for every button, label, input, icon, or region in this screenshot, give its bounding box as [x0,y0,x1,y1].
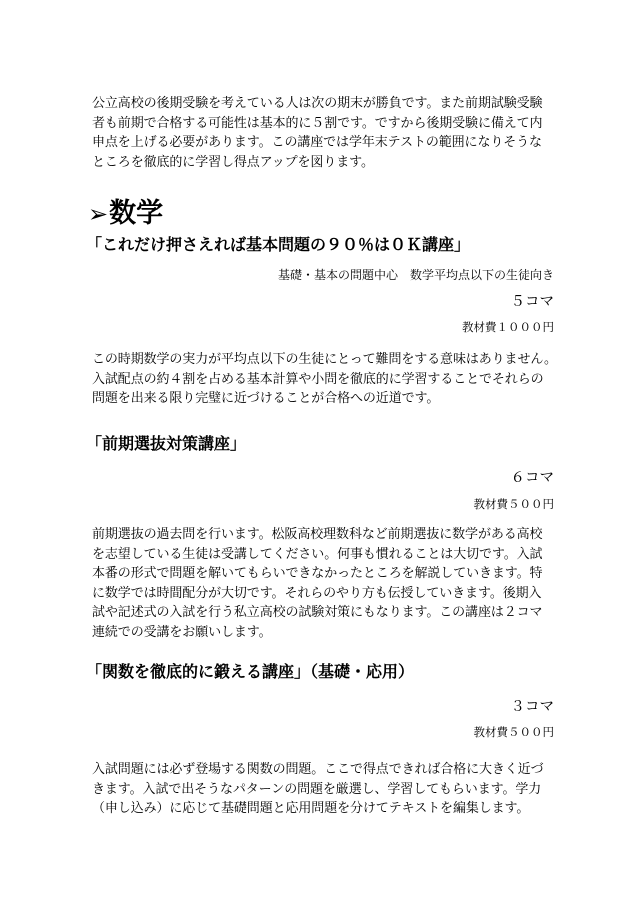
description-line: 入試問題には必ず登場する関数の問題。ここで得点できれば合格に大きく近づ [92,762,544,777]
course-fee: 教材費１０００円 [462,320,554,334]
course-title-main: 「関数を徹底的に鍛える講座」 [86,662,311,681]
course-title [86,661,548,683]
description-line: を志望している生徒は受講してください。何事も慣れることは大切です。入試 [92,546,543,562]
description-line: 問題を出来る限り完璧に近づけることが合格への近道です。 [92,391,440,406]
intro-paragraph [92,94,554,172]
course-fee: 教材費５００円 [473,497,554,511]
description-line: 前期選抜の過去問を行います。松阪高校理数科など前期選抜に数学がある高校 [92,527,543,542]
intro-line: 公立高校の後期受験を考えている人は次の期末が勝負です。また前期試験受験 [92,96,543,111]
arrow-bullet-icon: ➢ [88,200,109,228]
description-line: に数学では時間配分が大切です。それらのやり方も伝授していきます。後期入 [92,585,542,601]
document-page [86,0,557,906]
course-fee: 教材費５００円 [473,725,554,739]
course-sessions: ６コマ [510,470,554,486]
description-line: 本番の形式で問題を解いてもらいできなかったところを解説していきます。特 [92,566,543,581]
description-line: きます。入試で出そうなパターンの問題を厳選し、学習してもらいます。学力 [92,781,542,797]
section-title: 数学 [109,198,164,229]
course-sessions: ５コマ [510,294,554,310]
description-line: 連続での受講をお願いします。 [92,624,272,640]
intro-line: ところを徹底的に学習し得点アップを図ります。 [92,154,374,170]
course-title: 「これだけ押さえれば基本問題の９０％は０Ｋ講座」 [86,235,471,254]
description-line: （申し込み）に応じて基礎問題と応用問題を分けてテキストを編集します。 [92,801,530,816]
description-line: 入試配点の約４割を占める基本計算や小問を徹底的に学習することでそれらの [92,371,544,387]
course-title: 「前期選抜対策講座」 [86,434,247,453]
description-line: この時期数学の実力が平均点以下の生徒にとって難問をする意味はありません。 [92,352,557,367]
intro-line: 申点を上げる必要があります。この講座では学年末テストの範囲になりそうな [92,135,542,150]
course-subtitle: 基礎・基本の問題中心 数学平均点以下の生徒向き [277,268,554,282]
course-title-suffix: （基礎・応用） [310,662,415,681]
intro-line: 者も前期で合格する可能性は基本的に５割です。ですから後期受験に備えて内 [92,115,543,131]
section-heading [88,198,550,230]
course-description [92,760,554,819]
description-line: 試や記述式の入試を行う私立高校の試験対策にもなります。この講座は２コマ [92,605,543,620]
course-sessions: ３コマ [510,699,554,715]
course-description [92,350,557,409]
course-description [92,525,554,642]
